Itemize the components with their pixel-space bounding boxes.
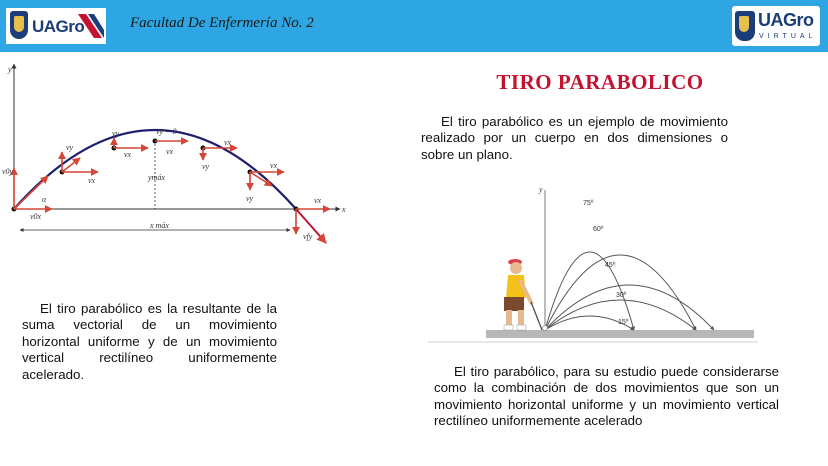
vy-label-2: vy (112, 129, 120, 138)
vy-label-1: vy (66, 143, 74, 152)
paragraph-bottom: El tiro parabólico, para su estudio puede considerarse como la combinación de dos movimientos que son un movimiento horizontal uniforme y un movimiento vertical rectilíneo uniformemente acelerado (434, 364, 779, 429)
ymax-label: ymáx (148, 173, 165, 182)
vx-label-6: vx (314, 196, 322, 205)
angle-label-75: 75º (583, 200, 594, 207)
vy-zero-label: vy = 0 (156, 127, 177, 136)
angle-label-45: 45º (605, 262, 616, 269)
vy-label-4: vy (246, 194, 254, 203)
vx-label-4: vx (224, 138, 232, 147)
uagro-logo[interactable] (6, 8, 106, 44)
v0y-label: v0y (2, 167, 14, 176)
angle-label-30: 30º (616, 292, 627, 299)
launch-angles-diagram (428, 180, 758, 345)
logo-text: UAGro (32, 17, 85, 36)
vx-label-3: vx (166, 147, 174, 156)
angle-label-60: 60º (593, 226, 604, 233)
logo-text: UAGro (758, 10, 814, 30)
v0x-label: v0x (30, 212, 42, 221)
arc-45 (545, 285, 714, 330)
vx-label-1: vx (88, 176, 96, 185)
vfy-label: vfy (303, 232, 313, 241)
crest-icon (10, 11, 28, 39)
x-axis-label: x (342, 205, 346, 214)
golfer-figure (504, 259, 548, 331)
vy-label-3: vy (202, 162, 210, 171)
header-bar (0, 0, 828, 52)
angle-label-15: 15º (618, 319, 629, 326)
logo-subtitle: VIRTUAL (759, 33, 817, 40)
crest-icon (735, 11, 755, 41)
paragraph-left: El tiro parabólico es la resultante de la suma vectorial de un movimiento horizontal uniforme y de un movimiento vertical rectilíneo uniformemente acelerado. (22, 301, 277, 382)
y-axis-label: y (8, 65, 12, 74)
stripes-icon (76, 12, 104, 40)
slide-title: TIRO PARABOLICO (496, 70, 704, 94)
uagro-virtual-logo[interactable] (732, 6, 820, 46)
vx-label-2: vx (124, 150, 132, 159)
faculty-title: Facultad De Enfermería No. 2 (130, 15, 314, 31)
xmax-label: x máx (150, 221, 169, 230)
paragraph-top: El tiro parabólico es un ejemplo de movimiento realizado por un cuerpo en dos dimensiones o sobre un plano. (421, 114, 728, 162)
vx-label-5: vx (270, 161, 278, 170)
trajectory-diagram (0, 56, 360, 246)
alpha-label: α (42, 195, 47, 204)
y-axis-label: y (539, 185, 543, 194)
